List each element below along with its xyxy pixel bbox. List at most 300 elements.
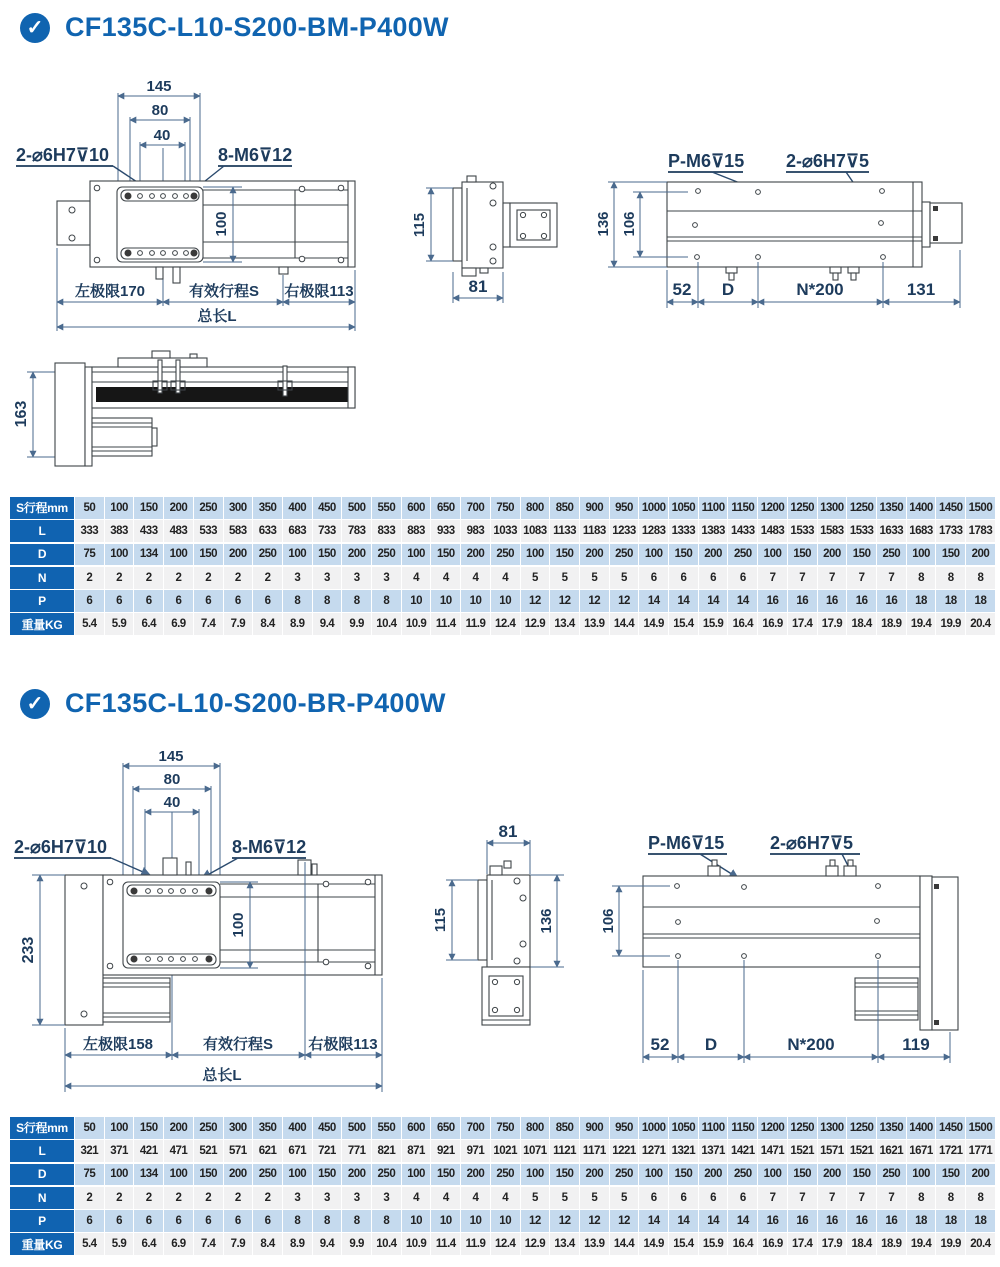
table-cell: 150: [193, 1164, 223, 1186]
table-cell: 1533: [787, 520, 817, 542]
table-cell: 1471: [757, 1140, 787, 1162]
table-cell: 771: [341, 1140, 371, 1162]
table-cell: 800: [520, 497, 550, 519]
table-cell: 150: [133, 1117, 163, 1139]
table-cell: 14.4: [609, 1233, 639, 1255]
dim-D: D: [721, 280, 735, 299]
table-cell: 16: [787, 590, 817, 612]
table-cell: 1200: [757, 497, 787, 519]
table-cell: 1133: [549, 520, 579, 542]
table-cell: 333: [74, 520, 104, 542]
table-cell: 12: [520, 590, 550, 612]
table-cell: 2: [133, 1187, 163, 1209]
section-2-header: [20, 688, 446, 719]
table-cell: 18: [935, 590, 965, 612]
dim-80: 80: [163, 771, 181, 788]
table-cell: 10: [490, 590, 520, 612]
table-row: [10, 1117, 995, 1139]
drawing-section-1: [0, 70, 1000, 495]
table-cell: 933: [430, 520, 460, 542]
table-row: [10, 544, 995, 566]
table-cell: 14: [638, 590, 668, 612]
table-row: [10, 497, 995, 519]
row-header: S行程mm: [10, 497, 74, 519]
table-cell: 200: [698, 544, 728, 566]
table-cell: 1421: [727, 1140, 757, 1162]
table-cell: 6: [668, 567, 698, 589]
left-limit-label: 左极限158: [82, 1036, 154, 1053]
table-cell: 12: [520, 1210, 550, 1232]
table-cell: 1083: [520, 520, 550, 542]
table-cell: 7.4: [193, 1233, 223, 1255]
table-cell: 18.4: [846, 1233, 876, 1255]
table-cell: 100: [163, 1164, 193, 1186]
table-cell: 15.9: [698, 613, 728, 635]
dim-100: 100: [213, 211, 230, 237]
h7-label: 2-⌀6H7⊽5: [786, 151, 870, 171]
dim-D: D: [704, 1035, 718, 1054]
table-cell: 8: [282, 590, 312, 612]
table-cell: 600: [401, 1117, 431, 1139]
table-cell: 3: [371, 1187, 401, 1209]
s1-dim-163: [13, 372, 55, 457]
table-cell: 3: [282, 567, 312, 589]
table-cell: 16.4: [727, 613, 757, 635]
table-cell: 250: [252, 544, 282, 566]
table-cell: 483: [163, 520, 193, 542]
table-cell: 5: [520, 567, 550, 589]
table-cell: 150: [430, 544, 460, 566]
s2-body: [65, 858, 382, 1025]
table-cell: 1221: [609, 1140, 639, 1162]
table-cell: 5: [520, 1187, 550, 1209]
table-row: [10, 613, 995, 635]
table-cell: 11.4: [430, 613, 460, 635]
table-cell: 250: [876, 544, 906, 566]
total-length-label: 总长L: [197, 308, 237, 325]
table-cell: 6: [668, 1187, 698, 1209]
table-cell: 5: [609, 567, 639, 589]
table-cell: 1433: [727, 520, 757, 542]
dim-52: 52: [672, 280, 692, 299]
table-cell: 14: [638, 1210, 668, 1232]
dim-81: 81: [468, 277, 488, 296]
table-cell: 6: [133, 1210, 163, 1232]
table-cell: 2: [193, 567, 223, 589]
table-cell: 533: [193, 520, 223, 542]
table-cell: 783: [341, 520, 371, 542]
table-cell: 1200: [757, 1117, 787, 1139]
table-cell: 200: [341, 544, 371, 566]
dim-52: 52: [650, 1035, 670, 1054]
s1-top-view: [16, 78, 355, 331]
s1-bottom-view: [595, 151, 962, 308]
table-cell: 2: [223, 1187, 253, 1209]
table-cell: 650: [430, 1117, 460, 1139]
check-glyph: ✓: [26, 17, 44, 39]
table-cell: 1450: [935, 1117, 965, 1139]
table-cell: 16: [817, 1210, 847, 1232]
table-cell: 100: [282, 544, 312, 566]
table-cell: 250: [727, 544, 757, 566]
table-cell: 2: [133, 567, 163, 589]
hole-label-right: 8-M6⊽12: [218, 145, 293, 165]
table-cell: 1500: [965, 497, 995, 519]
table-cell: 150: [846, 1164, 876, 1186]
table-cell: 6: [698, 1187, 728, 1209]
table-cell: 100: [520, 1164, 550, 1186]
table-cell: 8.9: [282, 1233, 312, 1255]
table-cell: 500: [341, 497, 371, 519]
row-header: S行程mm: [10, 1117, 74, 1139]
table-cell: 8: [371, 1210, 401, 1232]
table-cell: 8: [965, 567, 995, 589]
table-cell: 4: [430, 1187, 460, 1209]
table-cell: 4: [430, 567, 460, 589]
table-cell: 150: [312, 544, 342, 566]
table-cell: 250: [727, 1164, 757, 1186]
table-cell: 1671: [906, 1140, 936, 1162]
table-cell: 900: [579, 1117, 609, 1139]
table-cell: 17.9: [817, 1233, 847, 1255]
table-cell: 1533: [846, 520, 876, 542]
table-cell: 8: [935, 567, 965, 589]
table-cell: 1633: [876, 520, 906, 542]
table-cell: 13.4: [549, 1233, 579, 1255]
table-cell: 250: [609, 544, 639, 566]
table-cell: 400: [282, 1117, 312, 1139]
table-cell: 6: [193, 1210, 223, 1232]
table-cell: 16: [757, 1210, 787, 1232]
table-cell: 1383: [698, 520, 728, 542]
table-cell: 10.4: [371, 1233, 401, 1255]
table-cell: 2: [252, 567, 282, 589]
table-cell: 6.9: [163, 1233, 193, 1255]
table-cell: 12.9: [520, 613, 550, 635]
table-cell: 100: [906, 544, 936, 566]
table-cell: 3: [371, 567, 401, 589]
s1-end-view: [411, 176, 557, 303]
table-cell: 5.4: [74, 613, 104, 635]
table-cell: 200: [460, 544, 490, 566]
h7-label: 2-⌀6H7⊽5: [770, 833, 854, 853]
table-cell: 100: [104, 1117, 134, 1139]
table-cell: 200: [163, 497, 193, 519]
table-cell: 18: [906, 1210, 936, 1232]
table-cell: 12.4: [490, 1233, 520, 1255]
table-cell: 10.9: [401, 1233, 431, 1255]
table-cell: 350: [252, 1117, 282, 1139]
table-cell: 2: [74, 1187, 104, 1209]
table-cell: 4: [460, 1187, 490, 1209]
table-cell: 200: [965, 544, 995, 566]
table-cell: 471: [163, 1140, 193, 1162]
table-cell: 200: [817, 544, 847, 566]
table-cell: 16.9: [757, 613, 787, 635]
table-cell: 921: [430, 1140, 460, 1162]
dim-81: 81: [498, 822, 518, 841]
s1-side-view: [13, 351, 355, 466]
table-cell: 2: [223, 567, 253, 589]
table-cell: 7: [876, 567, 906, 589]
table-cell: 100: [401, 544, 431, 566]
table-cell: 1283: [638, 520, 668, 542]
table-cell: 321: [74, 1140, 104, 1162]
table-cell: 17.4: [787, 1233, 817, 1255]
table-cell: 6: [698, 567, 728, 589]
table-cell: 983: [460, 520, 490, 542]
table-cell: 11.4: [430, 1233, 460, 1255]
table-cell: 750: [490, 497, 520, 519]
table-cell: 3: [312, 567, 342, 589]
table-cell: 383: [104, 520, 134, 542]
table-cell: 12: [549, 590, 579, 612]
table-cell: 14.4: [609, 613, 639, 635]
row-header: D: [10, 1164, 74, 1186]
table-cell: 7: [846, 567, 876, 589]
table-cell: 3: [341, 1187, 371, 1209]
left-limit-label: 左极限170: [74, 283, 146, 300]
section-1-header: [20, 12, 449, 43]
table-cell: 971: [460, 1140, 490, 1162]
table-row: [10, 1164, 995, 1186]
table-cell: 13.9: [579, 613, 609, 635]
table-cell: 8: [906, 567, 936, 589]
dim-115: 115: [411, 212, 428, 238]
table-cell: 621: [252, 1140, 282, 1162]
s2-top-view: [14, 748, 382, 1092]
table-cell: 400: [282, 497, 312, 519]
table-cell: 200: [223, 544, 253, 566]
table-row: [10, 1233, 995, 1255]
table-cell: 5.9: [104, 1233, 134, 1255]
table-cell: 134: [133, 544, 163, 566]
table-cell: 833: [371, 520, 401, 542]
table-cell: 1321: [668, 1140, 698, 1162]
table-cell: 6: [163, 590, 193, 612]
dim-136: 136: [595, 211, 612, 237]
table-cell: 15.9: [698, 1233, 728, 1255]
table-cell: 733: [312, 520, 342, 542]
table-cell: 1350: [876, 497, 906, 519]
table-cell: 150: [549, 544, 579, 566]
table-cell: 871: [401, 1140, 431, 1162]
table-cell: 12: [579, 590, 609, 612]
dim-115: 115: [432, 907, 449, 933]
table-cell: 6: [193, 590, 223, 612]
table-cell: 150: [935, 544, 965, 566]
table-row: [10, 590, 995, 612]
table-cell: 12.9: [520, 1233, 550, 1255]
table-cell: 1450: [935, 497, 965, 519]
row-header: P: [10, 1210, 74, 1232]
table-cell: 14: [727, 1210, 757, 1232]
table-cell: 6: [727, 567, 757, 589]
dim-80: 80: [151, 102, 169, 119]
table-cell: 6: [74, 1210, 104, 1232]
table-cell: 5.9: [104, 613, 134, 635]
table-cell: 300: [223, 1117, 253, 1139]
table-cell: 16.9: [757, 1233, 787, 1255]
table-cell: 300: [223, 497, 253, 519]
table-cell: 7.9: [223, 613, 253, 635]
table-cell: 550: [371, 1117, 401, 1139]
table-cell: 18: [906, 590, 936, 612]
table-cell: 75: [74, 544, 104, 566]
table-cell: 100: [757, 1164, 787, 1186]
table-cell: 3: [282, 1187, 312, 1209]
table-cell: 10: [460, 590, 490, 612]
table-cell: 1000: [638, 497, 668, 519]
table-cell: 13.4: [549, 613, 579, 635]
table-cell: 4: [460, 567, 490, 589]
table-cell: 8: [312, 1210, 342, 1232]
table-cell: 16: [846, 1210, 876, 1232]
table-cell: 250: [193, 1117, 223, 1139]
table-cell: 250: [876, 1164, 906, 1186]
hole-label-left: 2-⌀6H7⊽10: [16, 145, 110, 165]
table-cell: 850: [549, 497, 579, 519]
table-cell: 12: [549, 1210, 579, 1232]
table-cell: 1171: [579, 1140, 609, 1162]
table-cell: 3: [341, 567, 371, 589]
dim-40: 40: [153, 127, 171, 144]
table-cell: 450: [312, 497, 342, 519]
table-cell: 7: [817, 1187, 847, 1209]
table-cell: 700: [460, 497, 490, 519]
table-cell: 12.4: [490, 613, 520, 635]
table-cell: 10.9: [401, 613, 431, 635]
table-cell: 250: [609, 1164, 639, 1186]
section-title: CF135C-L10-S200-BR-P400W: [65, 688, 446, 718]
table-cell: 16: [876, 1210, 906, 1232]
table-cell: 150: [193, 544, 223, 566]
table-cell: 75: [74, 1164, 104, 1186]
table-row: [10, 1187, 995, 1209]
table-cell: 4: [490, 567, 520, 589]
table-cell: 2: [252, 1187, 282, 1209]
table-cell: 8: [341, 1210, 371, 1232]
dim-233: 233: [20, 936, 37, 964]
table-cell: 7: [787, 567, 817, 589]
stroke-label: 有效行程S: [188, 283, 260, 300]
table-cell: 150: [846, 544, 876, 566]
table-cell: 6.9: [163, 613, 193, 635]
table-cell: 1771: [965, 1140, 995, 1162]
table-cell: 1721: [935, 1140, 965, 1162]
table-cell: 9.4: [312, 1233, 342, 1255]
dim-100: 100: [230, 912, 247, 938]
table-cell: 1683: [906, 520, 936, 542]
table-cell: 150: [935, 1164, 965, 1186]
table-cell: 850: [549, 1117, 579, 1139]
table-cell: 9.9: [341, 1233, 371, 1255]
table-cell: 500: [341, 1117, 371, 1139]
s2-end-view: [432, 822, 564, 1025]
table-cell: 5: [549, 567, 579, 589]
table-row: [10, 1140, 995, 1162]
check-glyph: ✓: [26, 693, 44, 715]
table-cell: 18: [965, 590, 995, 612]
table-cell: 2: [104, 1187, 134, 1209]
table-cell: 50: [74, 497, 104, 519]
check-icon: [20, 689, 50, 719]
pm6-label: P-M6⊽15: [648, 833, 725, 853]
table-cell: 10: [490, 1210, 520, 1232]
table-cell: 150: [549, 1164, 579, 1186]
table-cell: 1000: [638, 1117, 668, 1139]
table-cell: 750: [490, 1117, 520, 1139]
table-row: [10, 567, 995, 589]
table-cell: 100: [638, 544, 668, 566]
table-cell: 1333: [668, 520, 698, 542]
row-header: N: [10, 567, 74, 589]
table-cell: 19.9: [935, 1233, 965, 1255]
table-cell: 8: [371, 590, 401, 612]
table-cell: 200: [223, 1164, 253, 1186]
table-cell: 1150: [727, 497, 757, 519]
table-cell: 6: [104, 590, 134, 612]
row-header: L: [10, 520, 74, 542]
dim-163: 163: [13, 400, 30, 428]
table-cell: 1050: [668, 1117, 698, 1139]
table-cell: 14.9: [638, 613, 668, 635]
table-cell: 14: [727, 590, 757, 612]
table-cell: 6: [223, 1210, 253, 1232]
table-cell: 10: [430, 1210, 460, 1232]
dim-N200: N*200: [787, 1035, 835, 1054]
table-cell: 1521: [846, 1140, 876, 1162]
table-cell: 1521: [787, 1140, 817, 1162]
table-cell: 1121: [549, 1140, 579, 1162]
table-cell: 100: [104, 544, 134, 566]
table-cell: 950: [609, 1117, 639, 1139]
table-cell: 150: [787, 1164, 817, 1186]
row-header: P: [10, 590, 74, 612]
table-cell: 10: [401, 1210, 431, 1232]
table-cell: 15.4: [668, 613, 698, 635]
table-cell: 12: [609, 590, 639, 612]
table-cell: 18: [935, 1210, 965, 1232]
table-cell: 17.4: [787, 613, 817, 635]
table-cell: 1250: [787, 497, 817, 519]
dim-136: 136: [538, 908, 555, 934]
table-cell: 1183: [579, 520, 609, 542]
table-cell: 683: [282, 520, 312, 542]
table-cell: 1021: [490, 1140, 520, 1162]
table-cell: 900: [579, 497, 609, 519]
table-cell: 14.9: [638, 1233, 668, 1255]
right-limit-label: 右极限113: [284, 283, 354, 300]
table-cell: 7: [787, 1187, 817, 1209]
table-cell: 6: [133, 590, 163, 612]
table-cell: 7: [817, 567, 847, 589]
table-cell: 8: [312, 590, 342, 612]
s2-dim-115: [432, 880, 478, 960]
dim-145: 145: [158, 748, 184, 765]
table-cell: 600: [401, 497, 431, 519]
table-cell: 150: [430, 1164, 460, 1186]
stroke-label: 有效行程S: [202, 1036, 274, 1053]
table-cell: 6: [74, 590, 104, 612]
table-cell: 7: [876, 1187, 906, 1209]
table-cell: 1233: [609, 520, 639, 542]
table-cell: 19.4: [906, 613, 936, 635]
table-cell: 16: [876, 590, 906, 612]
table-cell: 633: [252, 520, 282, 542]
table-cell: 2: [193, 1187, 223, 1209]
table-cell: 6: [252, 1210, 282, 1232]
